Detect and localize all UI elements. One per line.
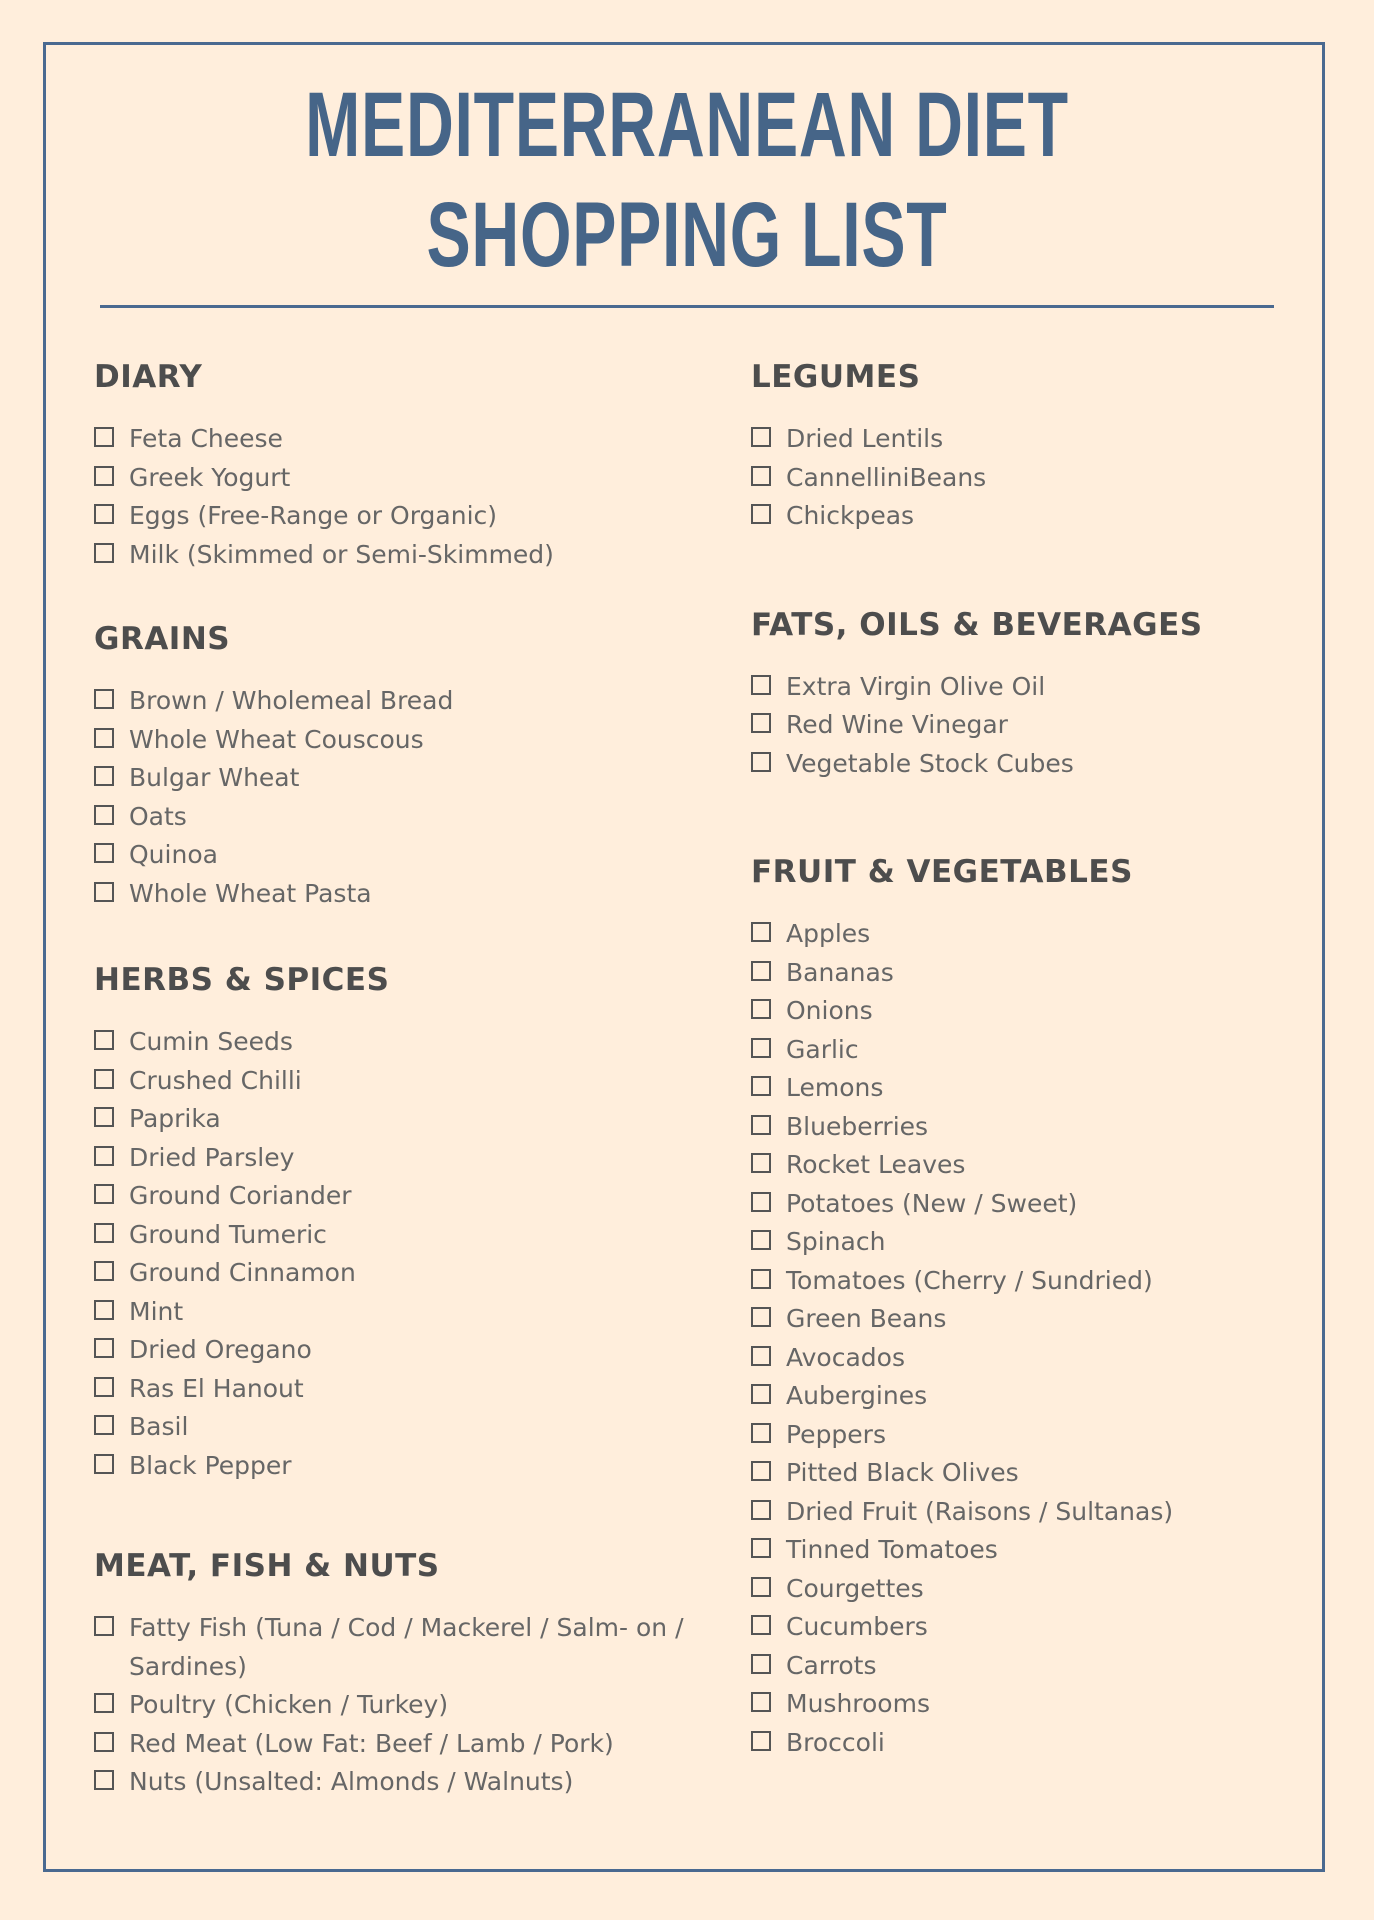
list-item <box>751 1454 1311 1493</box>
section-title-meat-fish-nuts: MEAT, FISH & NUTS <box>94 1548 440 1584</box>
list-item <box>94 1062 694 1101</box>
checkbox[interactable] <box>751 1269 771 1289</box>
item-label: Ras El Hanout <box>129 1373 304 1403</box>
checkbox[interactable] <box>94 1616 114 1636</box>
checkbox[interactable] <box>94 1030 114 1050</box>
item-label: Extra Virgin Olive Oil <box>786 671 1046 701</box>
checkbox[interactable] <box>751 961 771 981</box>
checkbox[interactable] <box>751 1500 771 1520</box>
list-item <box>94 459 694 498</box>
item-label: Ground Cinnamon <box>129 1258 356 1287</box>
section-title-fats-oils-beverages: FATS, OILS & BEVERAGES <box>751 606 1203 643</box>
item-label: Chickpeas <box>786 501 915 530</box>
checkbox[interactable] <box>94 543 114 563</box>
list-item <box>751 668 1311 707</box>
checklist-legumes <box>751 420 1311 536</box>
checkbox[interactable] <box>751 504 771 524</box>
item-label: Greek Yogurt <box>129 462 291 492</box>
list-item <box>751 1185 1311 1224</box>
list-item <box>94 836 694 875</box>
list-item <box>94 1763 694 1802</box>
list-item <box>751 1724 1311 1763</box>
page-title <box>192 70 1181 290</box>
checkbox[interactable] <box>94 1732 114 1752</box>
list-item <box>751 1570 1311 1609</box>
checkbox[interactable] <box>751 675 771 695</box>
list-item <box>94 1254 694 1293</box>
checkbox[interactable] <box>751 1307 771 1327</box>
item-label: Tomatoes (Cherry / Sundried) <box>786 1265 1153 1295</box>
item-label: Apples <box>786 919 871 948</box>
section-fruit-vegetables <box>751 847 1311 1762</box>
list-item <box>751 915 1311 954</box>
list-item <box>94 1408 694 1447</box>
list-item <box>94 420 694 459</box>
section-title-fruit-vegetables: FRUIT & VEGETABLES <box>751 854 1133 890</box>
checkbox[interactable] <box>751 1384 771 1404</box>
item-label: Lemons <box>786 1073 884 1102</box>
checkbox[interactable] <box>94 1770 114 1790</box>
checkbox[interactable] <box>751 999 771 1019</box>
title-divider <box>100 305 1274 308</box>
checklist-fruit-vegetables <box>751 915 1311 1762</box>
item-label: Vegetable Stock Cubes <box>786 748 1074 778</box>
list-item <box>751 1608 1311 1647</box>
list-item <box>751 1377 1311 1416</box>
checkbox[interactable] <box>94 805 114 825</box>
list-item <box>94 1609 694 1686</box>
section-herbs-spices <box>94 955 694 1485</box>
list-item <box>94 1177 694 1216</box>
item-label: Red Meat (Low Fat: Beef / Lamb / Pork) <box>129 1728 614 1758</box>
list-item <box>94 759 694 798</box>
checkbox[interactable] <box>751 1038 771 1058</box>
list-item <box>751 420 1311 459</box>
item-label: Feta Cheese <box>129 424 283 453</box>
list-item <box>751 497 1311 536</box>
item-label: Nuts (Unsalted: Almonds / Walnuts) <box>129 1767 574 1796</box>
list-item <box>94 1100 694 1139</box>
list-item <box>94 1686 694 1725</box>
checkbox[interactable] <box>751 466 771 486</box>
checkbox[interactable] <box>94 689 114 709</box>
list-item <box>751 706 1311 745</box>
item-label: Courgettes <box>786 1573 924 1603</box>
item-label: Red Wine Vinegar <box>786 710 1008 739</box>
list-item <box>94 1139 694 1178</box>
list-item <box>94 875 694 914</box>
checkbox[interactable] <box>94 1338 114 1358</box>
checkbox[interactable] <box>751 1731 771 1751</box>
checkbox[interactable] <box>94 728 114 748</box>
checkbox[interactable] <box>751 1192 771 1212</box>
checkbox[interactable] <box>751 1115 771 1135</box>
list-item <box>94 682 694 721</box>
item-label: Dried Oregano <box>129 1335 312 1364</box>
item-label: CannelliniBeans <box>786 462 987 492</box>
list-item <box>751 459 1311 498</box>
item-label: Mushrooms <box>786 1689 930 1718</box>
item-label: Bananas <box>786 957 894 987</box>
list-item <box>751 1685 1311 1724</box>
checkbox[interactable] <box>751 1230 771 1250</box>
item-label: Garlic <box>786 1034 859 1064</box>
checklist-meat-fish-nuts <box>94 1609 694 1802</box>
list-item <box>751 1339 1311 1378</box>
list-item <box>751 1300 1311 1339</box>
item-label: Pitted Black Olives <box>786 1458 1019 1487</box>
checkbox[interactable] <box>94 1184 114 1204</box>
list-item <box>94 1293 694 1332</box>
checklist-diary <box>94 420 694 574</box>
list-item <box>751 954 1311 993</box>
item-label: Fatty Fish (Tuna / Cod / Mackerel / Salm- on / Sardines) <box>129 1613 684 1681</box>
checkbox[interactable] <box>94 1300 114 1320</box>
item-label: Eggs (Free-Range or Organic) <box>129 501 498 530</box>
item-label: Aubergines <box>786 1381 928 1410</box>
item-label: Crushed Chilli <box>129 1065 302 1095</box>
checkbox[interactable] <box>94 466 114 486</box>
item-label: Black Pepper <box>129 1450 292 1480</box>
checkbox[interactable] <box>94 1223 114 1243</box>
item-label: Carrots <box>786 1650 877 1680</box>
list-item <box>94 1023 694 1062</box>
checkbox[interactable] <box>94 504 114 524</box>
item-label: Whole Wheat Pasta <box>129 878 372 908</box>
list-item <box>94 1725 694 1764</box>
checklist-herbs-spices <box>94 1023 694 1485</box>
list-item <box>94 721 694 760</box>
checkbox[interactable] <box>751 752 771 772</box>
checkbox[interactable] <box>94 427 114 447</box>
item-label: Onions <box>786 996 873 1025</box>
checkbox[interactable] <box>94 1107 114 1127</box>
checkbox[interactable] <box>751 922 771 942</box>
list-item <box>751 1146 1311 1185</box>
item-label: Tinned Tomatoes <box>786 1535 998 1564</box>
checkbox[interactable] <box>751 1538 771 1558</box>
checklist-grains <box>94 682 694 913</box>
checkbox[interactable] <box>94 1415 114 1435</box>
list-item <box>751 1262 1311 1301</box>
item-label: Green Beans <box>786 1304 947 1333</box>
item-label: Broccoli <box>786 1727 885 1757</box>
list-item <box>94 1331 694 1370</box>
list-item <box>751 1108 1311 1147</box>
item-label: Ground Tumeric <box>129 1219 327 1249</box>
checkbox[interactable] <box>94 1146 114 1166</box>
checkbox[interactable] <box>751 713 771 733</box>
checkbox[interactable] <box>751 427 771 447</box>
list-item <box>94 536 694 575</box>
list-item <box>751 1031 1311 1070</box>
list-item <box>94 1447 694 1486</box>
item-label: Bulgar Wheat <box>129 763 300 792</box>
section-title-diary: DIARY <box>94 359 203 395</box>
checkbox[interactable] <box>751 1153 771 1173</box>
item-label: Rocket Leaves <box>786 1150 966 1179</box>
item-label: Cumin Seeds <box>129 1027 293 1056</box>
item-label: Whole Wheat Couscous <box>129 724 424 754</box>
checkbox[interactable] <box>94 1454 114 1474</box>
page-title-line-1: MEDITERRANEAN DIET <box>305 74 1069 176</box>
list-item <box>751 745 1311 784</box>
checkbox[interactable] <box>94 766 114 786</box>
checklist-fats-oils-beverages <box>751 668 1311 784</box>
item-label: Oats <box>129 801 187 831</box>
item-label: Milk (Skimmed or Semi-Skimmed) <box>129 539 554 569</box>
list-item <box>751 1416 1311 1455</box>
checkbox[interactable] <box>751 1423 771 1443</box>
item-label: Spinach <box>786 1227 886 1256</box>
list-item <box>751 992 1311 1031</box>
left-column <box>94 352 694 1802</box>
checkbox[interactable] <box>751 1577 771 1597</box>
checkbox[interactable] <box>94 1069 114 1089</box>
item-label: Dried Lentils <box>786 424 944 453</box>
item-label: Poultry (Chicken / Turkey) <box>129 1690 449 1719</box>
section-legumes <box>751 352 1311 536</box>
checkbox[interactable] <box>751 1654 771 1674</box>
item-label: Brown / Wholemeal Bread <box>129 686 454 715</box>
checkbox[interactable] <box>751 1346 771 1366</box>
list-item <box>751 1531 1311 1570</box>
item-label: Avocados <box>786 1342 905 1372</box>
list-item <box>751 1069 1311 1108</box>
item-label: Paprika <box>129 1104 221 1133</box>
item-label: Dried Parsley <box>129 1142 295 1172</box>
item-label: Basil <box>129 1412 189 1441</box>
page-title-line-2: SHOPPING LIST <box>426 184 948 286</box>
item-label: Potatoes (New / Sweet) <box>786 1188 1078 1218</box>
section-title-legumes: LEGUMES <box>751 359 921 395</box>
section-diary <box>94 352 694 574</box>
checkbox[interactable] <box>94 1693 114 1713</box>
checkbox[interactable] <box>751 1076 771 1096</box>
checkbox[interactable] <box>94 1377 114 1397</box>
section-grains <box>94 614 694 913</box>
list-item <box>94 1370 694 1409</box>
list-item <box>751 1493 1311 1532</box>
list-item <box>94 1216 694 1255</box>
item-label: Ground Coriander <box>129 1181 352 1210</box>
checkbox[interactable] <box>751 1461 771 1481</box>
checkbox[interactable] <box>751 1615 771 1635</box>
section-title-herbs-spices: HERBS & SPICES <box>94 962 390 998</box>
item-label: Peppers <box>786 1419 886 1449</box>
item-label: Dried Fruit (Raisons / Sultanas) <box>786 1496 1174 1526</box>
right-column <box>751 352 1311 1762</box>
list-item <box>94 497 694 536</box>
section-fats-oils-beverages <box>751 600 1311 784</box>
item-label: Blueberries <box>786 1111 929 1141</box>
list-item <box>751 1647 1311 1686</box>
checkbox[interactable] <box>94 843 114 863</box>
checkbox[interactable] <box>751 1692 771 1712</box>
list-item <box>751 1223 1311 1262</box>
list-item <box>94 798 694 837</box>
checkbox[interactable] <box>94 882 114 902</box>
item-label: Quinoa <box>129 840 218 869</box>
checkbox[interactable] <box>94 1261 114 1281</box>
item-label: Cucumbers <box>786 1612 928 1641</box>
section-title-grains: GRAINS <box>94 621 231 657</box>
section-meat-fish-nuts <box>94 1541 694 1802</box>
item-label: Mint <box>129 1296 184 1326</box>
